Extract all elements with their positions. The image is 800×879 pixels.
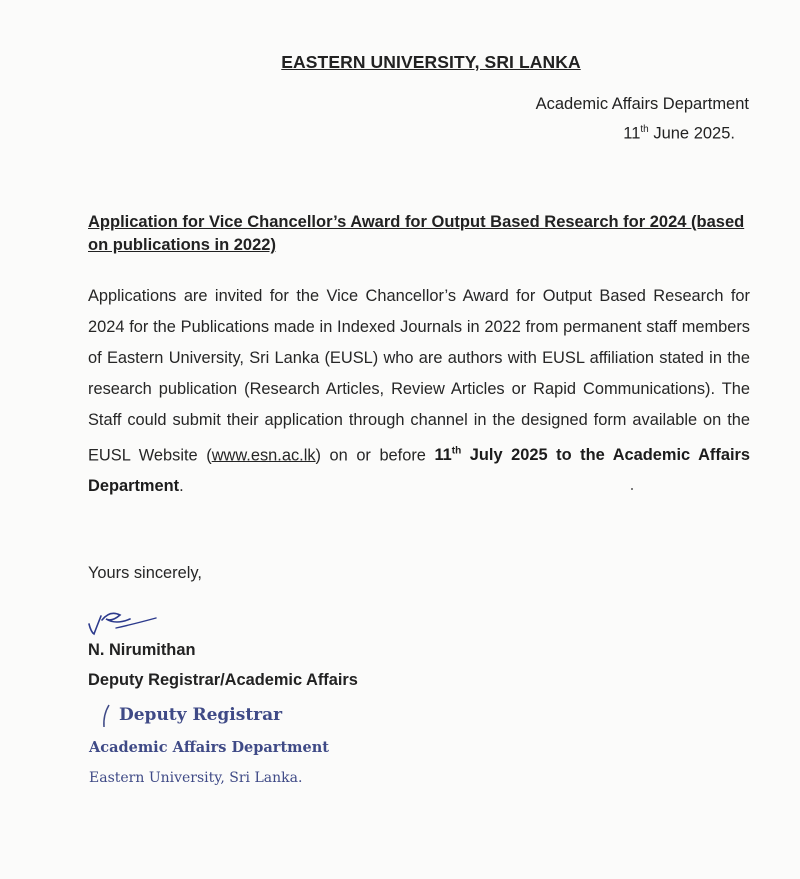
university-heading: EASTERN UNIVERSITY, SRI LANKA	[281, 52, 581, 72]
deadline-day: 11	[434, 446, 452, 465]
department-name: Academic Affairs Department	[535, 95, 749, 113]
stamp-mark-icon	[100, 703, 112, 729]
subject-line: Application for Vice Chancellor’s Award for Output Based Research for 2024 (based on publications in 2022)	[88, 213, 745, 254]
scan-speck	[631, 488, 633, 490]
deadline-suffix: th	[451, 446, 462, 457]
stamp-title: Deputy Registrar	[119, 705, 283, 725]
body-text-end: .	[179, 477, 184, 496]
stamp-department: Academic Affairs Department	[89, 739, 329, 756]
sender-block	[536, 92, 749, 147]
signatory-name: N. Nirumithan	[88, 641, 196, 659]
signatory-title: Deputy Registrar/Academic Affairs	[88, 671, 358, 689]
deadline-rest: July 2025 to the Academic Affairs Department	[88, 446, 750, 496]
letter-date	[536, 117, 749, 147]
body-text-1: Applications are invited for the Vice Chancellor’s Award for Output Based Research for 2024 for the Publications made in Indexed Journals in 2022 from permanent staff members of Eastern University, Sri Lanka (EUSL) who are authors with EUSL affiliation stated in the research publication (Research Articles, Review Articles or Rapid Communications). The Staff could submit their application through channel in the designed form available on the EUSL Website (	[88, 287, 750, 465]
website-link[interactable]: www.esn.ac.lk	[211, 446, 316, 465]
stamp-university: Eastern University, Sri Lanka.	[89, 770, 303, 786]
date-day: 11	[623, 124, 641, 143]
closing-salutation: Yours sincerely,	[88, 564, 202, 582]
body-paragraph	[88, 281, 750, 502]
signature-image	[86, 602, 158, 638]
date-rest: June 2025.	[648, 124, 735, 143]
date-suffix: th	[640, 124, 649, 135]
body-text-2: ) on or before	[315, 446, 435, 465]
